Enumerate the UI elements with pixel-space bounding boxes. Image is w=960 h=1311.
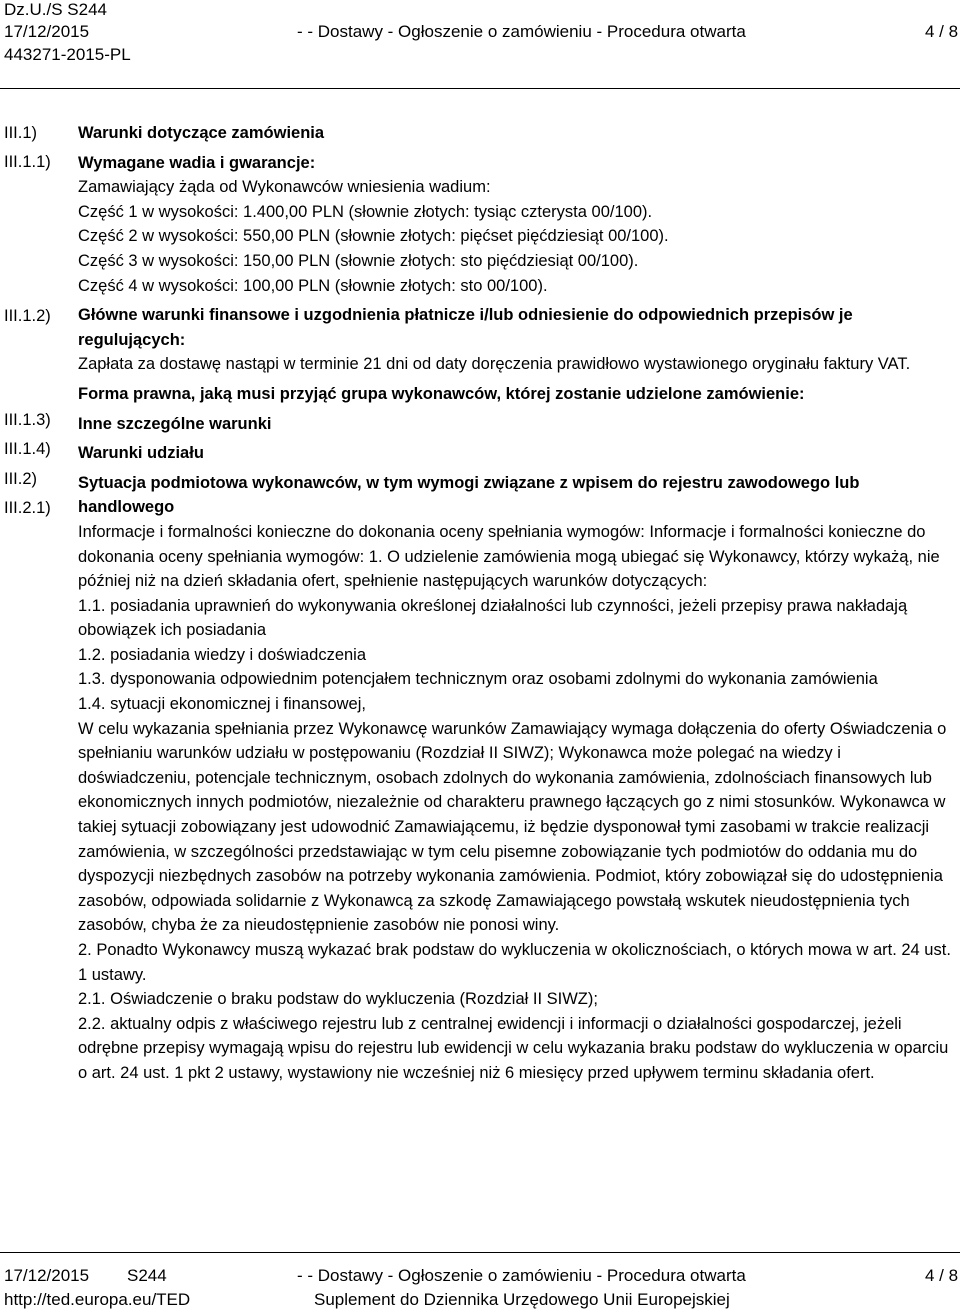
footer-rule (0, 1252, 960, 1253)
section-title-iii-1-4: Inne szczególne warunki (78, 414, 272, 433)
footer-issue: S244 (127, 1266, 167, 1285)
exclusion-2-1: 2.1. Oświadczenie o braku podstaw do wykluczenia (Rozdział II SIWZ); (78, 990, 598, 1009)
section-title-iii-1: Warunki dotyczące zamówienia (78, 124, 325, 142)
section-title-iii-1-3: Forma prawna, jaką musi przyjąć grupa wykonawców, której zostanie udzielone zamówienie: (78, 384, 805, 403)
condition-1-2: 1.2. posiadania wiedzy i doświadczenia (78, 645, 367, 664)
section-title-iii-2: Warunki udziału (78, 444, 204, 463)
deposit-part-4: Część 4 w wysokości: 100,00 PLN (słownie złotych: sto 00/100). (78, 276, 548, 295)
section-title-iii-2-1: Sytuacja podmiotowa wykonawców, w tym wymogi związane z wpisem do rejestru zawodowego lub handlowego (78, 473, 860, 517)
payment-terms-text: Zapłata za dostawę nastąpi w terminie 21 dni od daty doręczenia prawidłowo wystawionego oryginału faktury VAT. (78, 355, 911, 374)
footer-title: - - Dostawy - Ogłoszenie o zamówieniu - Procedura otwarta (297, 1266, 746, 1285)
footer-page-number: 4 / 8 (925, 1266, 959, 1285)
section-code-iii-2: III.2) (4, 470, 38, 488)
footer-supplement: Suplement do Dziennika Urzędowego Unii Europejskiej (314, 1290, 730, 1309)
section-code-iii-1-4: III.1.4) (4, 440, 51, 458)
section-title-iii-1-1: Wymagane wadia i gwarancje: (78, 153, 316, 172)
header-page-number: 4 / 8 (925, 22, 959, 41)
header-rule (0, 88, 960, 89)
conditions-paragraph: Informacje i formalności konieczne do dokonania oceny spełniania wymogów: Informacje i formalności konieczne do dokonania oceny spełniania wymogów: 1. O udzielenie zamówienia mogą ubiegać się Wykonawcy, którzy wykażą, nie później niż na dzień składania ofert, spełnienie następujących warunków dotyczących: (78, 522, 940, 591)
section-code-iii-1: III.1) (4, 124, 38, 142)
doc-number: 443271-2015-PL (4, 45, 131, 64)
deposit-part-1: Część 1 w wysokości: 1.400,00 PLN (słownie złotych: tysiąc czterysta 00/100). (78, 202, 653, 221)
deposit-part-2: Część 2 w wysokości: 550,00 PLN (słownie złotych: pięćset pięćdziesiąt 00/100). (78, 227, 669, 246)
condition-1-3: 1.3. dysponowania odpowiednim potencjałem technicznym oraz osobami zdolnymi do wykonania zamówienia (78, 670, 878, 689)
section-code-iii-1-2: III.1.2) (4, 307, 51, 325)
resources-paragraph: W celu wykazania spełniania przez Wykonawcę warunków Zamawiający wymaga dołączenia do oferty Oświadczenia o spełnianiu warunków udziału w postępowaniu (Rozdział II SIWZ); Wykonawca może polegać na wiedzy i doświadczeniu, potencjale technicznym, osobach zdolnych do wykonania zamówienia, zdolnościach finansowych lub ekonomicznych innych podmiotów, niezależnie od charakteru prawnego łączących go z nimi stosunków. Wykonawca w takiej sytuacji zobowiązany jest udowodnić Zamawiającemu, iż będzie dysponował tymi zasobami w trakcie realizacji zamówienia, w szczególności przedstawiając w tym celu pisemne zobowiązanie tych podmiotów do oddania mu do dyspozycji niezbędnych zasobów na potrzeby wykonania zamówienia. Podmiot, który zobowiązał się do udostępnienia zasobów, odpowiada solidarnie z Wykonawcą za szkodę Zamawiającego powstałą wskutek nieudostępnienia tych zasobów, chyba że za nieudostępnienie zasobów nie ponosi winy. (78, 719, 947, 935)
header-date: 17/12/2015 (4, 22, 90, 41)
footer-url[interactable]: http://ted.europa.eu/TED (4, 1290, 191, 1309)
journal-ref: Dz.U./S S244 (4, 0, 107, 19)
deposit-part-3: Część 3 w wysokości: 150,00 PLN (słownie złotych: sto pięćdziesiąt 00/100). (78, 251, 639, 270)
footer-date: 17/12/2015 (4, 1266, 90, 1285)
exclusion-paragraph: 2. Ponadto Wykonawcy muszą wykazać brak podstaw do wykluczenia w okolicznościach, o których mowa w art. 24 ust. 1 ustawy. (78, 941, 951, 984)
exclusion-2-2: 2.2. aktualny odpis z właściwego rejestru lub z centralnej ewidencji i informacji o działalności gospodarczej, jeżeli odrębne przepisy wymagają wpisu do rejestru lub ewidencji w celu wykazania braku podstaw do wykluczenia w oparciu o art. 24 ust. 1 pkt 2 ustawy, wystawiony nie wcześniej niż 6 miesięcy przed upływem terminu składania ofert. (78, 1014, 949, 1082)
condition-1-4: 1.4. sytuacji ekonomicznej i finansowej, (78, 695, 366, 714)
section-code-iii-2-1: III.2.1) (4, 499, 51, 517)
section-code-iii-1-1: III.1.1) (4, 153, 51, 171)
section-code-iii-1-3: III.1.3) (4, 411, 51, 429)
section-title-iii-1-2: Główne warunki finansowe i uzgodnienia płatnicze i/lub odniesienie do odpowiednich przepisów je regulujących: (78, 306, 853, 349)
document-body (78, 121, 958, 1086)
header-title: - - Dostawy - Ogłoszenie o zamówieniu - Procedura otwarta (297, 22, 746, 41)
deposit-intro: Zamawiający żąda od Wykonawców wniesienia wadium: (78, 178, 491, 197)
condition-1-1: 1.1. posiadania uprawnień do wykonywania określonej działalności lub czynności, jeżeli przepisy prawa nakładają obowiązek ich posiadania (78, 596, 908, 640)
